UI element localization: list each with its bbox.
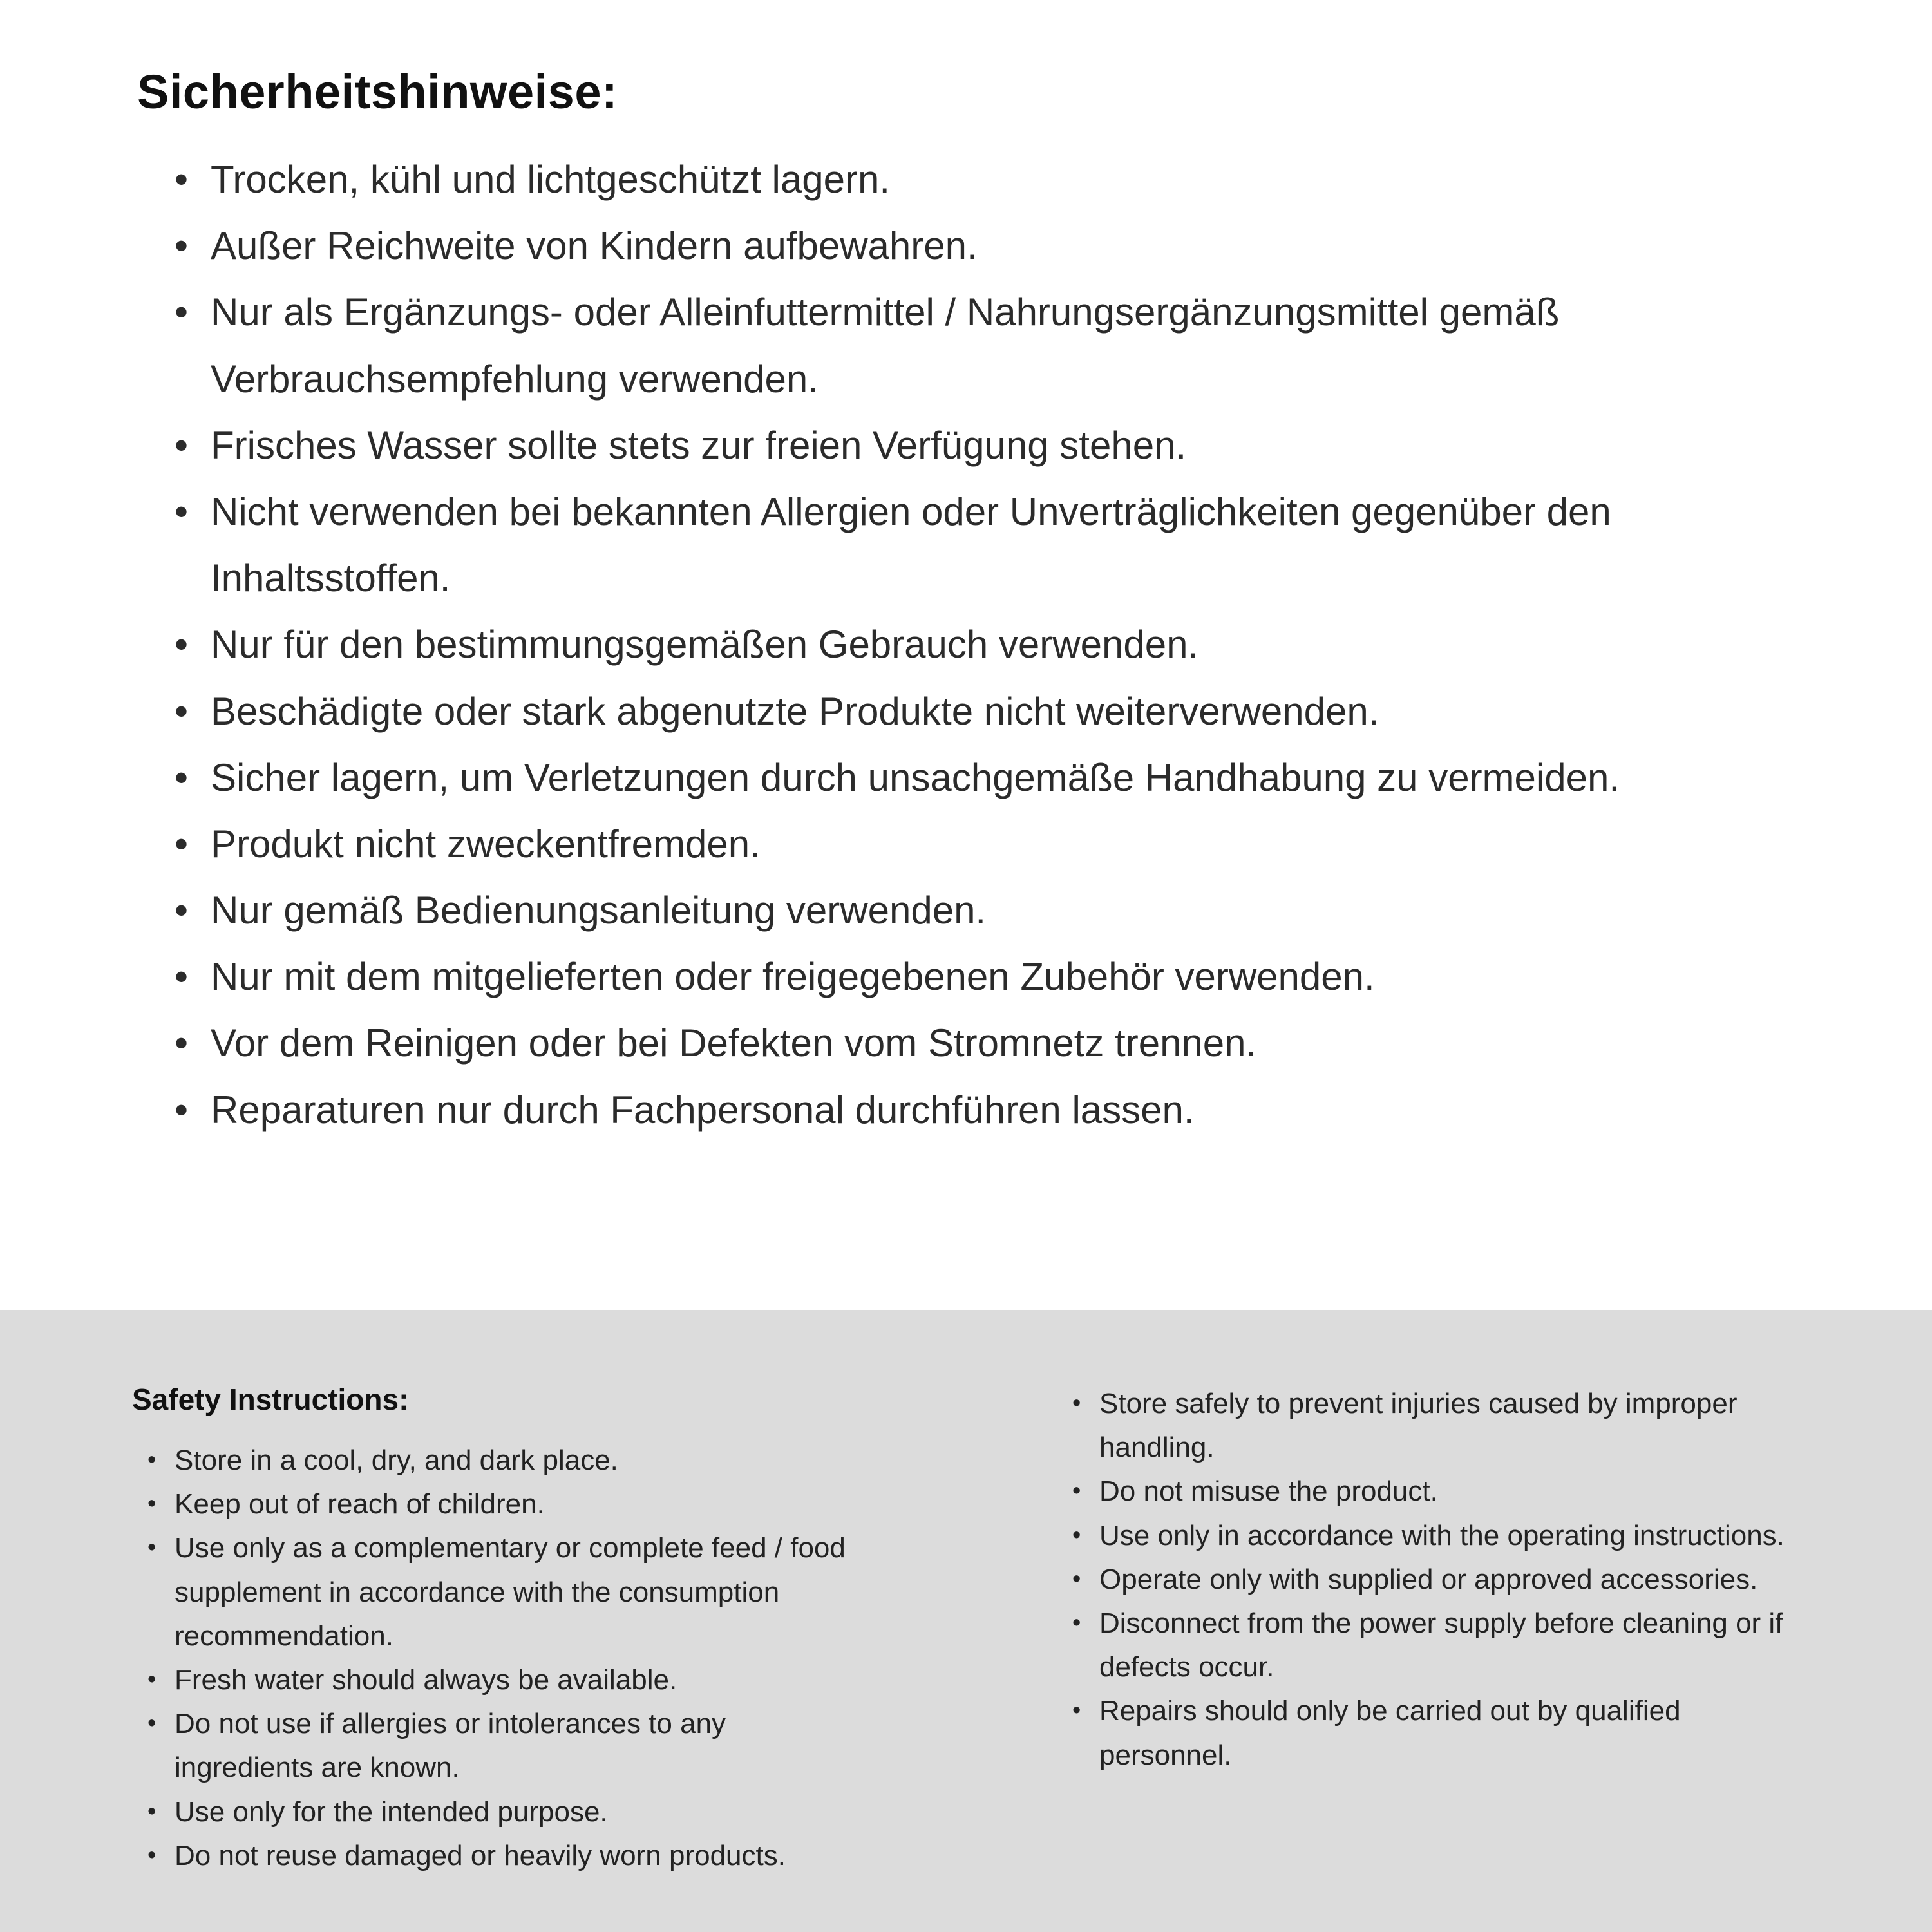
list-item: • Vor dem Reinigen oder bei Defekten vom Stromnetz trennen. xyxy=(175,1010,1797,1076)
list-item: • Do not misuse the product. xyxy=(1072,1470,1794,1513)
english-section xyxy=(0,1310,1932,1932)
list-item: • Außer Reichweite von Kindern aufbewahren. xyxy=(175,213,1797,279)
english-title: Safety Instructions: xyxy=(132,1383,409,1416)
german-list xyxy=(175,146,1797,1143)
german-title: Sicherheitshinweise: xyxy=(137,65,618,118)
english-left-column xyxy=(132,1382,924,1878)
list-item: • Keep out of reach of children. xyxy=(147,1482,869,1526)
list-item: • Produkt nicht zweckentfremden. xyxy=(175,811,1797,877)
list-item: • Nicht verwenden bei bekannten Allergien oder Unverträglichkeiten gegenüber den Inhaltsstoffen. xyxy=(175,478,1797,611)
list-item: • Do not reuse damaged or heavily worn products. xyxy=(147,1834,869,1878)
list-item: • Nur für den bestimmungsgemäßen Gebrauch verwenden. xyxy=(175,611,1797,677)
english-right-list xyxy=(1072,1382,1794,1777)
list-item: • Reparaturen nur durch Fachpersonal durchführen lassen. xyxy=(175,1077,1797,1143)
list-item: • Store in a cool, dry, and dark place. xyxy=(147,1439,869,1482)
list-item: • Do not use if allergies or intolerances to any ingredients are known. xyxy=(147,1702,869,1790)
list-item: • Store safely to prevent injuries caused by improper handling. xyxy=(1072,1382,1794,1470)
list-item: • Repairs should only be carried out by qualified personnel. xyxy=(1072,1689,1794,1777)
list-item: • Use only as a complementary or complete feed / food supplement in accordance with the consumption recommendation. xyxy=(147,1526,869,1658)
list-item: • Operate only with supplied or approved accessories. xyxy=(1072,1558,1794,1602)
list-item: • Use only for the intended purpose. xyxy=(147,1790,869,1834)
list-item: • Fresh water should always be available. xyxy=(147,1658,869,1702)
list-item: • Frisches Wasser sollte stets zur freien Verfügung stehen. xyxy=(175,412,1797,478)
list-item: • Disconnect from the power supply before cleaning or if defects occur. xyxy=(1072,1602,1794,1689)
list-item: • Beschädigte oder stark abgenutzte Produkte nicht weiterverwenden. xyxy=(175,678,1797,744)
list-item: • Sicher lagern, um Verletzungen durch unsachgemäße Handhabung zu vermeiden. xyxy=(175,744,1797,811)
list-item: • Nur als Ergänzungs- oder Alleinfuttermittel / Nahrungsergänzungsmittel gemäß Verbrauchsempfehlung verwenden. xyxy=(175,279,1797,412)
list-item: • Nur mit dem mitgelieferten oder freigegebenen Zubehör verwenden. xyxy=(175,943,1797,1010)
list-item: • Use only in accordance with the operating instructions. xyxy=(1072,1514,1794,1558)
list-item: • Nur gemäß Bedienungsanleitung verwenden. xyxy=(175,877,1797,943)
list-item: • Trocken, kühl und lichtgeschützt lagern. xyxy=(175,146,1797,213)
english-right-column xyxy=(1072,1382,1832,1777)
english-left-list xyxy=(147,1439,869,1878)
